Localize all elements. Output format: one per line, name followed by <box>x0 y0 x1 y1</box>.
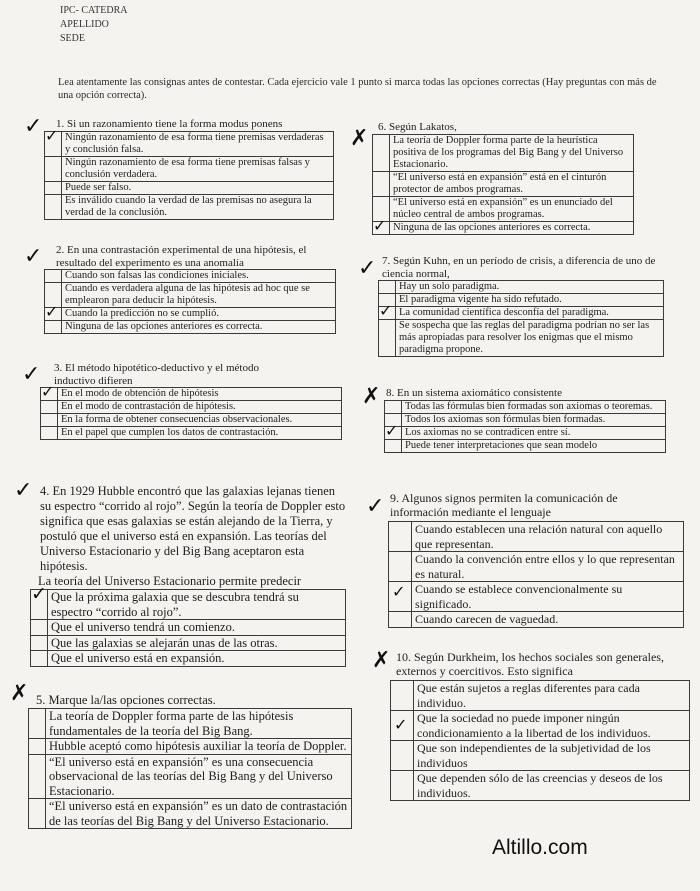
instructions: Lea atentamente las consignas antes de contestar. Cada ejercicio vale 1 punto si marca todas las opciones correctas (Hay preguntas con más de una opción correcta). <box>58 77 657 101</box>
option-row[interactable] <box>45 321 336 334</box>
option-checkbox[interactable] <box>29 739 46 755</box>
question-3 <box>40 362 342 440</box>
option-checkbox[interactable] <box>385 439 402 452</box>
option-text: El paradigma vigente ha sido refutado. <box>396 294 664 307</box>
option-checkbox[interactable] <box>385 420 402 440</box>
option-row[interactable] <box>45 194 334 219</box>
option-row[interactable] <box>391 741 690 771</box>
question-1-options <box>44 125 334 220</box>
option-row[interactable] <box>379 307 664 320</box>
option-text: Que están sujetos a reglas diferentes para cada individuo. <box>414 681 690 711</box>
question-3-text: 3. El método hipotético-deductivo y el método inductivo difieren <box>54 362 259 387</box>
question-2-options <box>44 269 336 334</box>
option-row[interactable] <box>391 771 690 801</box>
option-text: Todas las fórmulas bien formadas son axiomas o teoremas. <box>402 400 666 413</box>
question-8-text: 8. En un sistema axiomático consistente <box>386 387 562 399</box>
option-checkbox[interactable] <box>391 741 414 771</box>
tick-mark-icon: ✓ <box>392 582 406 601</box>
option-row[interactable] <box>379 294 664 307</box>
header-line-2: APELLIDO <box>60 19 109 30</box>
tick-mark-icon: ✓ <box>41 382 55 401</box>
tick-mark-icon: ✓ <box>45 302 59 321</box>
option-row[interactable] <box>385 426 666 439</box>
option-text: Ningún razonamiento de esa forma tiene premisas verdaderas y conclusión falsa. <box>62 131 334 156</box>
option-row[interactable] <box>45 270 336 283</box>
option-checkbox[interactable] <box>379 320 396 357</box>
option-checkbox[interactable] <box>45 302 62 321</box>
tick-mark-icon: ✓ <box>45 125 59 145</box>
option-checkbox[interactable] <box>389 522 412 552</box>
question-10 <box>390 650 690 801</box>
option-row[interactable] <box>41 401 342 414</box>
option-checkbox[interactable] <box>41 414 58 427</box>
watermark-logo: Altillo.com <box>492 836 588 859</box>
option-text: Que dependen sólo de las creencias y deseos de los individuos. <box>414 771 690 801</box>
option-row[interactable] <box>31 620 346 636</box>
option-row[interactable] <box>29 739 352 755</box>
option-row[interactable] <box>379 281 664 294</box>
option-text: Que las galaxias se alejarán unas de las otras. <box>48 635 346 651</box>
option-text: Se sospecha que las reglas del paradigma podrían no ser las más apropiadas para resolver los enigmas que el mismo paradigma propone. <box>396 320 664 357</box>
option-text: “El universo está en expansión” es un dato de contrastación de las teorías del Big Bang y del Universo Estacionario. <box>46 799 352 829</box>
question-5-text: 5. Marque la/las opciones correctas. <box>36 693 216 707</box>
option-row[interactable] <box>41 414 342 427</box>
option-text: Cuando se establece convencionalmente su significado. <box>412 582 684 612</box>
option-text: Cuando la predicción no se cumplió. <box>62 308 336 321</box>
option-checkbox[interactable] <box>389 612 412 628</box>
question-6-text: 6. Según Lakatos, <box>378 121 457 133</box>
question-1-grade-check-icon: ✓ <box>24 114 43 139</box>
option-checkbox[interactable] <box>45 125 62 156</box>
option-text: Hay un solo paradigma. <box>396 281 664 294</box>
option-text: Ninguna de las opciones anteriores es correcta. <box>390 221 634 234</box>
question-7 <box>378 255 664 357</box>
question-6 <box>372 121 634 235</box>
option-row[interactable] <box>379 320 664 357</box>
option-text: En el modo de obtención de hipótesis <box>58 388 342 401</box>
option-row[interactable] <box>389 522 684 552</box>
option-text: Que son independientes de la subjetividad de los individuos <box>414 741 690 771</box>
option-row[interactable] <box>389 552 684 582</box>
option-text: Cuando son falsas las condiciones iniciales. <box>62 270 336 283</box>
option-text: En el modo de contrastación de hipótesis. <box>58 401 342 414</box>
question-2-text: 2. En una contrastación experimental de una hipótesis, el resultado del experimento es una anomalía <box>56 244 307 269</box>
question-9-grade-check-icon: ✓ <box>366 494 385 519</box>
option-text: La comunidad científica desconfía del paradigma. <box>396 307 664 320</box>
option-text: Cuando la convención entre ellos y lo que representan es natural. <box>412 552 684 582</box>
tick-mark-icon: ✓ <box>394 715 408 734</box>
option-row[interactable] <box>45 283 336 308</box>
option-row[interactable] <box>45 156 334 181</box>
option-row[interactable] <box>41 388 342 401</box>
option-row[interactable] <box>45 181 334 194</box>
question-3-options <box>40 382 342 440</box>
question-2-grade-check-icon: ✓ <box>24 244 43 269</box>
question-9 <box>388 491 684 628</box>
question-3-grade-check-icon: ✓ <box>22 362 41 387</box>
option-text: Es inválido cuando la verdad de las premisas no asegura la verdad de la conclusión. <box>62 194 334 219</box>
option-checkbox[interactable] <box>29 709 46 739</box>
question-7-options <box>378 280 664 357</box>
option-checkbox[interactable] <box>389 552 412 582</box>
option-checkbox[interactable] <box>391 681 414 711</box>
option-checkbox[interactable] <box>31 651 48 667</box>
question-9-text: 9. Algunos signos permiten la comunicación de información mediante el lenguaje <box>390 491 618 519</box>
option-text: Puede tener interpretaciones que sean modelo <box>402 439 666 452</box>
option-checkbox[interactable] <box>45 194 62 219</box>
option-checkbox[interactable] <box>45 321 62 334</box>
question-7-text: 7. Según Kuhn, en un período de crisis, a diferencia de uno de ciencia normal, <box>382 255 656 280</box>
option-row[interactable] <box>31 590 346 620</box>
question-5-grade-cross-icon: ✗ <box>10 681 29 706</box>
question-8-options <box>384 400 666 453</box>
option-row[interactable] <box>45 308 336 321</box>
question-4-lead: La teoría del Universo Estacionario permite predecir <box>38 574 302 588</box>
question-2 <box>44 244 336 334</box>
option-text: Cuando carecen de vaguedad. <box>412 612 684 628</box>
option-checkbox[interactable] <box>373 171 390 196</box>
option-row[interactable] <box>31 635 346 651</box>
option-row[interactable] <box>41 427 342 440</box>
option-row[interactable] <box>385 400 666 413</box>
question-4 <box>30 484 346 667</box>
question-10-text: 10. Según Durkheim, los hechos sociales son generales, externos y coercitivos. Esto significa <box>396 650 664 678</box>
option-row[interactable] <box>373 221 634 234</box>
option-text: Hubble aceptó como hipótesis auxiliar la teoría de Doppler. <box>46 739 352 755</box>
option-text: Los axiomas no se contradicen entre sí. <box>402 426 666 439</box>
question-8 <box>384 387 666 453</box>
option-checkbox[interactable] <box>379 301 396 320</box>
option-checkbox[interactable] <box>385 400 402 413</box>
option-text: En la forma de obtener consecuencias observacionales. <box>58 414 342 427</box>
question-6-grade-cross-icon: ✗ <box>350 126 369 151</box>
option-checkbox[interactable] <box>29 799 46 829</box>
header-line-3: SEDE <box>60 33 85 44</box>
question-4-options <box>30 583 346 667</box>
option-text: Ningún razonamiento de esa forma tiene premisas falsas y conclusión verdadera. <box>62 156 334 181</box>
question-9-options <box>388 521 684 628</box>
option-row[interactable] <box>29 709 352 739</box>
option-checkbox[interactable] <box>45 181 62 194</box>
option-text: En el papel que cumplen los datos de contrastación. <box>58 427 342 440</box>
option-checkbox[interactable] <box>29 754 46 799</box>
question-1 <box>44 118 334 220</box>
option-text: La teoría de Doppler forma parte de la heurística positiva de los programas del Big Bang y del Universo Estacionario. <box>390 134 634 171</box>
option-checkbox[interactable] <box>391 711 414 741</box>
option-text: Que la sociedad no puede imponer ningún condicionamiento a la libertad de los individuos. <box>414 711 690 741</box>
question-7-grade-check-icon: ✓ <box>358 256 377 281</box>
option-checkbox[interactable] <box>31 620 48 636</box>
option-checkbox[interactable] <box>41 401 58 414</box>
option-text: “El universo está en expansión” es una consecuencia observacional de las teorías del Big Bang y del Universo Estacionario. <box>46 754 352 799</box>
option-row[interactable] <box>31 651 346 667</box>
option-checkbox[interactable] <box>373 134 390 171</box>
question-8-grade-cross-icon: ✗ <box>362 384 381 409</box>
tick-mark-icon: ✓ <box>373 215 387 235</box>
option-row[interactable] <box>389 612 684 628</box>
question-10-options <box>390 680 690 801</box>
option-row[interactable] <box>373 171 634 196</box>
option-checkbox[interactable] <box>379 281 396 294</box>
tick-mark-icon: ✓ <box>31 583 47 605</box>
option-checkbox[interactable] <box>389 582 412 612</box>
option-row[interactable] <box>391 681 690 711</box>
option-text: Todos los axiomas son fórmulas bien formadas. <box>402 413 666 426</box>
option-text: Cuando es verdadera alguna de las hipótesis ad hoc que se emplearon para deducir la hipótesis. <box>62 283 336 308</box>
option-text: Puede ser falso. <box>62 181 334 194</box>
option-row[interactable] <box>29 754 352 799</box>
question-5-options <box>28 708 352 829</box>
question-4-grade-check-icon: ✓ <box>14 478 33 503</box>
option-row[interactable] <box>385 413 666 426</box>
option-text: La teoría de Doppler forma parte de las hipótesis fundamentales de la teoría del Big Bang. <box>46 709 352 739</box>
option-checkbox[interactable] <box>45 270 62 283</box>
option-row[interactable] <box>29 799 352 829</box>
question-1-text: 1. Si un razonamiento tiene la forma modus ponens <box>56 118 283 130</box>
option-row[interactable] <box>45 131 334 156</box>
option-checkbox[interactable] <box>45 156 62 181</box>
option-checkbox[interactable] <box>41 382 58 401</box>
option-row[interactable] <box>389 582 684 612</box>
question-4-text: 4. En 1929 Hubble encontró que las galaxias lejanas tienen su espectro “corrido al rojo”. Según la teoría de Doppler esto significa que esas galaxias se están alejando de la Tierra, y postuló que el universo está en expansión. Las teorías del Universo Estacionario y del Big Bang aceptaron esta hipótesis. <box>40 484 346 573</box>
option-text: Cuando establecen una relación natural con aquello que representan. <box>412 522 684 552</box>
option-text: Que el universo tendrá un comienzo. <box>48 620 346 636</box>
question-6-options <box>372 134 634 235</box>
option-checkbox[interactable] <box>373 215 390 235</box>
option-row[interactable] <box>385 439 666 452</box>
tick-mark-icon: ✓ <box>385 420 399 440</box>
option-text: “El universo está en expansión” es un enunciado del núcleo central de ambos programas. <box>390 196 634 221</box>
option-row[interactable] <box>373 134 634 171</box>
option-text: Que el universo está en expansión. <box>48 651 346 667</box>
option-row[interactable] <box>373 196 634 221</box>
option-row[interactable] <box>391 711 690 741</box>
option-text: “El universo está en expansión” está en el cinturón protector de ambos programas. <box>390 171 634 196</box>
question-10-grade-cross-icon: ✗ <box>372 648 391 673</box>
option-checkbox[interactable] <box>31 583 48 620</box>
option-text: Ninguna de las opciones anteriores es correcta. <box>62 321 336 334</box>
question-5 <box>28 693 352 829</box>
tick-mark-icon: ✓ <box>379 301 393 320</box>
exam-header <box>60 4 128 46</box>
option-checkbox[interactable] <box>31 635 48 651</box>
option-checkbox[interactable] <box>391 771 414 801</box>
option-text: Que la próxima galaxia que se descubra tendrá su espectro “corrido al rojo”. <box>48 590 346 620</box>
option-checkbox[interactable] <box>41 427 58 440</box>
header-line-1: IPC- CATEDRA <box>60 5 128 16</box>
